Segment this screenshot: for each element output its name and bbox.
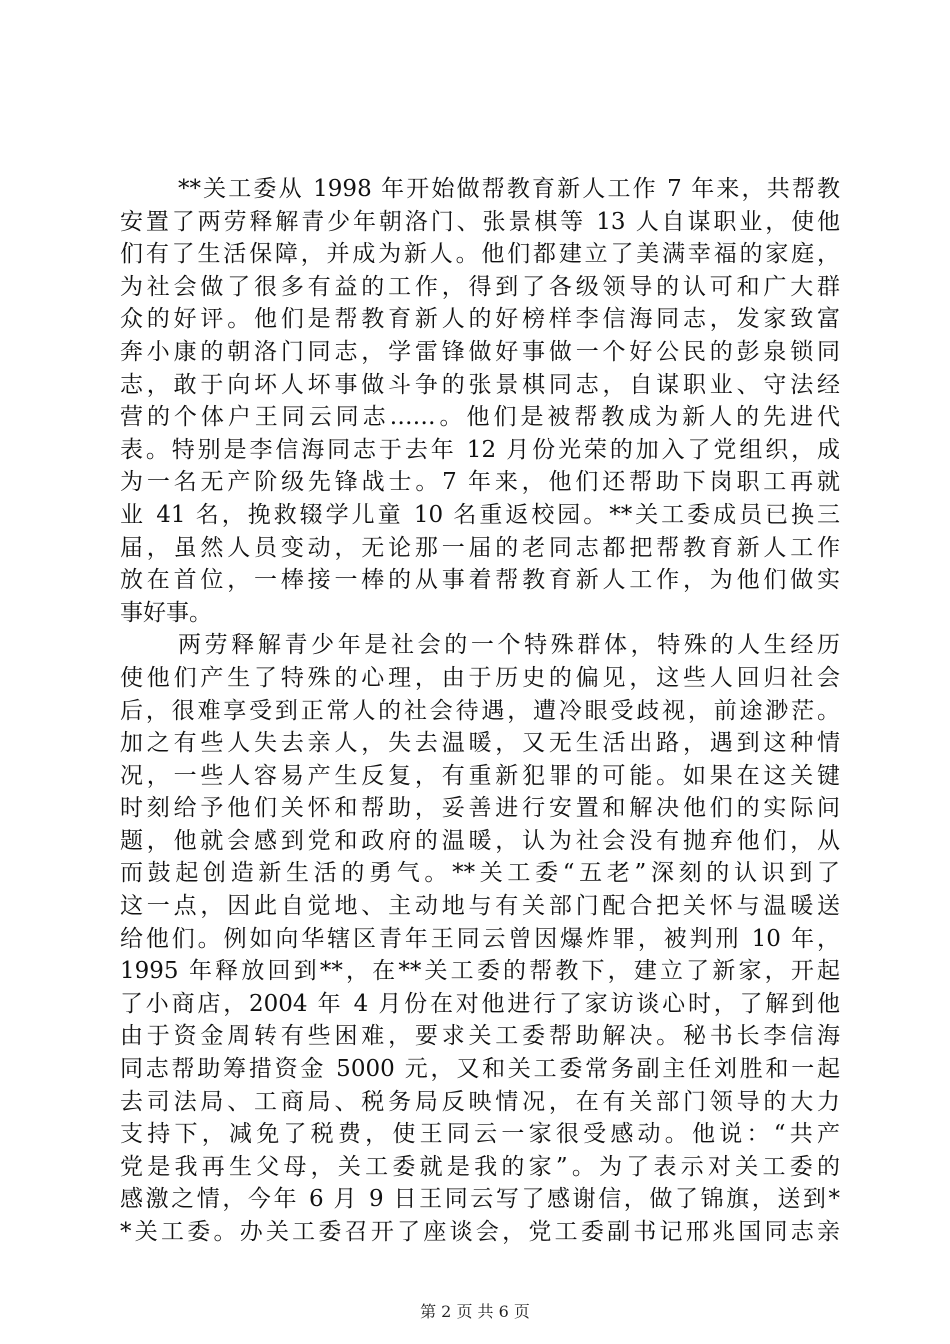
text-line: 使他们产生了特殊的心理，由于历史的偏见，这些人回归社会: [120, 664, 840, 691]
text-line: 后，很难享受到正常人的社会待遇，遭冷眼受歧视，前途渺茫。: [120, 697, 840, 724]
text-line: 为社会做了很多有益的工作，得到了各级领导的认可和广大群: [120, 273, 840, 300]
text-line: 加之有些人失去亲人，失去温暖，又无生活出路，遇到这种情: [120, 730, 840, 757]
text-line: 事好事。: [120, 599, 212, 626]
text-line: 去司法局、工商局、税务局反映情况，在有关部门领导的大力: [120, 1088, 840, 1115]
text-line: 营的个体户王同云同志……。他们是被帮教成为新人的先进代: [120, 404, 840, 431]
text-line: 给他们。例如向华辖区青年王同云曾因爆炸罪，被判刑 10 年，: [120, 925, 840, 952]
text-line: 为一名无产阶级先锋战士。7 年来，他们还帮助下岗职工再就: [120, 469, 840, 496]
text-line: 业 41 名，挽救辍学儿童 10 名重返校园。**关工委成员已换三: [120, 501, 840, 528]
text-line: 同志帮助筹措资金 5000 元，又和关工委常务副主任刘胜和一起: [120, 1056, 840, 1083]
text-line: 表。特别是李信海同志于去年 12 月份光荣的加入了党组织，成: [120, 436, 840, 463]
text-line: 题，他就会感到党和政府的温暖，认为社会没有抛弃他们，从: [120, 827, 840, 854]
text-line: 这一点，因此自觉地、主动地与有关部门配合把关怀与温暖送: [120, 893, 840, 920]
text-line: 志，敢于向坏人坏事做斗争的张景棋同志，自谋职业、守法经: [120, 371, 840, 398]
text-line: 安置了两劳释解青少年朝洛门、张景棋等 13 人自谋职业，使他: [120, 208, 840, 235]
text-line: *关工委。办关工委召开了座谈会，党工委副书记邢兆国同志亲: [120, 1219, 840, 1245]
text-line: 奔小康的朝洛门同志，学雷锋做好事做一个好公民的彭泉锁同: [120, 338, 840, 365]
text-line: 党是我再生父母，关工委就是我的家”。为了表示对关工委的: [120, 1153, 840, 1180]
text-line: 而鼓起创造新生活的勇气。**关工委“五老”深刻的认识到了: [120, 860, 840, 887]
text-line: **关工委从 1998 年开始做帮教育新人工作 7 年来，共帮教: [178, 176, 840, 202]
text-line: 了小商店，2004 年 4 月份在对他进行了家访谈心时，了解到他: [120, 990, 840, 1017]
text-line: 众的好评。他们是帮教育新人的好榜样李信海同志，发家致富: [120, 306, 840, 333]
text-line: 放在首位，一棒接一棒的从事着帮教育新人工作，为他们做实: [120, 567, 840, 594]
page-number-footer: 第 2 页 共 6 页: [420, 1302, 530, 1321]
text-line: 由于资金周转有些困难，要求关工委帮助解决。秘书长李信海: [120, 1023, 840, 1050]
text-line: 支持下，减免了税费，使王同云一家很受感动。他说：“共产: [120, 1121, 840, 1148]
text-line: 两劳释解青少年是社会的一个特殊群体，特殊的人生经历: [178, 632, 840, 659]
text-line: 时刻给予他们关怀和帮助，妥善进行安置和解决他们的实际问: [120, 795, 840, 822]
text-line: 届，虽然人员变动，无论那一届的老同志都把帮教育新人工作: [120, 534, 840, 561]
text-line: 感激之情，今年 6 月 9 日王同云写了感谢信，做了锦旗，送到*: [120, 1186, 840, 1213]
document-body: [120, 173, 840, 1249]
text-line: 们有了生活保障，并成为新人。他们都建立了美满幸福的家庭，: [120, 241, 840, 268]
text-line: 况，一些人容易产生反复，有重新犯罪的可能。如果在这关键: [120, 762, 840, 789]
text-line: 1995 年释放回到**，在**关工委的帮教下，建立了新家，开起: [120, 958, 840, 985]
